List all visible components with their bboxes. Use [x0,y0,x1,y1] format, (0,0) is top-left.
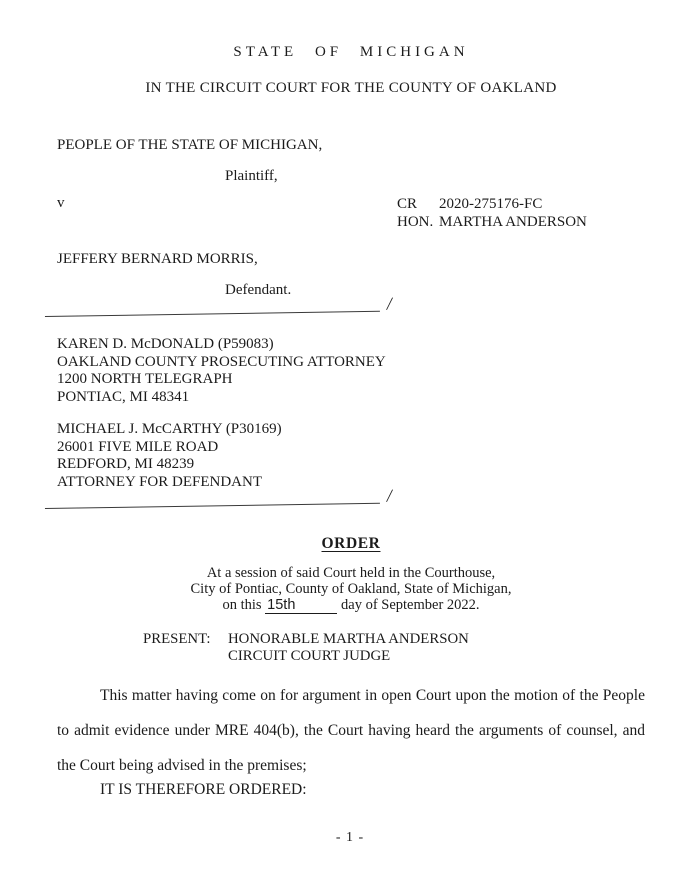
attorney-line: 1200 NORTH TELEGRAPH [57,371,233,387]
page-number: - 1 - [335,830,365,845]
case-info-block [397,195,645,231]
judge-name: MARTHA ANDERSON [439,214,587,230]
separator-slash: / [386,485,392,506]
session-line-2: City of Pontiac, County of Oakland, State of Michigan, [190,581,512,597]
session-date-prefix: on this [222,597,262,613]
session-line-1: At a session of said Court held in the Courthouse, [206,565,496,581]
order-title-row [57,535,645,553]
session-date-line [57,597,645,614]
attorney-line: PONTIAC, MI 48341 [57,388,190,405]
defendant-role-label: Defendant. [225,282,292,298]
plaintiff-role-label: Plaintiff, [225,168,278,184]
prosecutor-attorney-block [57,336,645,406]
attorney-line: ATTORNEY FOR DEFENDANT [57,473,263,490]
attorney-line: 26001 FIVE MILE ROAD [57,438,219,455]
document-state-heading: STATE OF MICHIGAN [233,44,469,60]
defendant-name: JEFFERY BERNARD MORRIS, [57,251,258,267]
presiding-judge-block [57,631,645,664]
therefore-ordered-line: IT IS THEREFORE ORDERED: [100,781,307,798]
session-day-value: 15th [267,597,296,613]
defense-attorney-block [57,421,645,491]
present-judge-name: HONORABLE MARTHA ANDERSON [228,631,469,647]
versus-row [57,195,645,231]
judge-row [397,213,645,231]
present-judge-title: CIRCUIT COURT JUDGE [228,647,391,664]
attorney-line: REDFORD, MI 48239 [57,456,195,472]
present-label: PRESENT: [143,631,211,647]
attorney-line: MICHAEL J. McCARTHY (P30169) [57,421,282,437]
order-body-paragraph: This matter having come on for argument in open Court upon the motion of the People to admit evidence under MRE 404(b), the Court having heard the arguments of counsel, and the Court being advised in the premises; [57,687,645,774]
session-recital-block [57,565,645,614]
versus-label: v [57,195,65,211]
separator-slash: / [386,293,392,314]
attorney-line: KAREN D. McDONALD (P59083) [57,336,274,352]
plaintiff-name: PEOPLE OF THE STATE OF MICHIGAN, [57,137,323,153]
attorney-separator-line [45,485,392,511]
case-number-row [397,195,645,213]
caption-separator-line [45,293,392,319]
attorney-line: OAKLAND COUNTY PROSECUTING ATTORNEY [57,353,386,370]
separator-rule [45,503,380,509]
case-number-label: CR [397,196,418,212]
session-date-suffix: day of September 2022. [341,597,480,613]
order-title: ORDER [321,535,381,552]
document-court-heading: IN THE CIRCUIT COURT FOR THE COUNTY OF OAKLAND [145,80,557,96]
case-number-value: 2020-275176-FC [439,196,543,212]
session-date-fill-line [265,597,337,614]
separator-rule [45,311,380,317]
present-spacer [143,648,228,665]
judge-label: HON. [397,214,434,230]
